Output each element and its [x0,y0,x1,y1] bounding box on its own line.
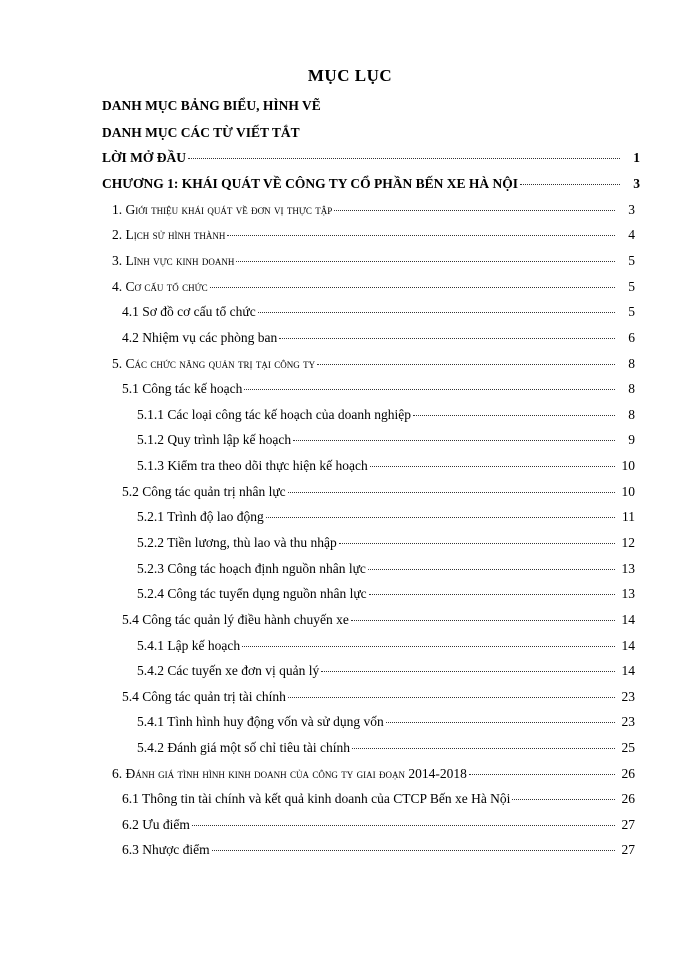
toc-entry-label: 5.2 Công tác quản trị nhân lực [122,484,286,499]
toc-entry-page: 4 [628,227,635,242]
toc-entry-label: 6.3 Nhược điểm [122,842,210,857]
toc-entry-label: 5.2.4 Công tác tuyển dụng nguồn nhân lực [137,586,367,601]
toc-entry-5-1-3[interactable] [137,458,635,474]
toc-entry-label: 5.1.2 Quy trình lập kế hoạch [137,432,292,447]
dot-leader [334,209,615,211]
dot-leader [188,157,620,159]
dot-leader [212,849,615,851]
toc-entry-label: DANH MỤC BẢNG BIỂU, HÌNH VẼ [102,98,321,113]
dot-leader [288,491,615,493]
dot-leader [339,542,615,544]
toc-entry-label: 5.2.1 Trình độ lao động [137,509,264,524]
toc-entry-4-2[interactable] [122,330,635,346]
toc-entry-page: 13 [621,561,635,576]
toc-entry-label: 5.4 Công tác quản trị tài chính [122,689,286,704]
dot-leader [369,593,615,595]
dot-leader [368,568,615,570]
toc-entry-label: DANH MỤC CÁC TỪ VIẾT TẮT [102,125,300,140]
toc-entry-6-1[interactable] [122,791,635,807]
toc-entry-page: 8 [628,381,635,396]
toc-entry-label: 5.4 Công tác quản lý điều hành chuyến xe [122,612,349,627]
toc-entry-section-3[interactable] [112,253,635,269]
dot-leader [244,388,615,390]
toc-entry-page: 14 [621,663,635,678]
toc-entry-page: 9 [628,432,635,447]
toc-entry-introduction[interactable] [102,150,640,166]
toc-entry-page: 10 [621,458,635,473]
toc-entry-page: 5 [628,304,635,319]
toc-entry-label: 5.1.1 Các loại công tác kế hoạch của doanh nghiệp [137,407,412,422]
toc-entry-page: 8 [628,407,635,422]
dot-leader [351,619,615,621]
toc-entry-page: 12 [621,535,635,550]
toc-entry-5-2-3[interactable] [137,561,635,577]
toc-entry-label: 5. Các chức năng quản trị tại công ty [112,356,316,371]
toc-entry-6-3[interactable] [122,842,635,858]
toc-entry-label: 6. Đánh giá tình hình kinh doanh của công ty giai đoạn 2014-2018 [112,766,467,781]
dot-leader [469,773,615,775]
dot-leader [236,260,615,262]
toc-entry-label: 2. Lịch sử hình thành [112,227,226,242]
toc-entry-page: 23 [621,714,635,729]
dot-leader [413,414,615,416]
dot-leader [321,670,615,672]
dot-leader [386,721,615,723]
toc-entry-label: 4.1 Sơ đồ cơ cấu tổ chức [122,304,256,319]
toc-entry-page: 1 [633,150,640,165]
toc-entry-abbreviations[interactable] [102,125,642,141]
toc-entry-section-4[interactable] [112,279,635,295]
toc-entry-page: 25 [621,740,635,755]
toc-entry-5-4-operations[interactable] [122,612,635,628]
toc-entry-list-of-tables[interactable] [102,98,642,114]
toc-entry-6-2[interactable] [122,817,635,833]
toc-entry-page: 14 [621,612,635,627]
dot-leader [210,286,615,288]
dot-leader [279,337,615,339]
toc-entry-page: 10 [621,484,635,499]
dot-leader [317,363,615,365]
toc-entry-page: 26 [621,791,635,806]
toc-entry-5-4-finance[interactable] [122,689,635,705]
dot-leader [512,798,615,800]
toc-entry-label: 3. Lĩnh vực kinh doanh [112,253,235,268]
toc-entry-label: 5.4.1 Tình hình huy động vốn và sử dụng vốn [137,714,384,729]
toc-entry-page: 26 [621,766,635,781]
toc-entry-5-4-1-planning[interactable] [137,638,635,654]
toc-entry-label: 5.1.3 Kiểm tra theo dõi thực hiện kế hoạch [137,458,368,473]
toc-entry-page: 23 [621,689,635,704]
toc-entry-5-1-1[interactable] [137,407,635,423]
toc-entry-5-2-1[interactable] [137,509,635,525]
toc-entry-5-2-2[interactable] [137,535,635,551]
toc-entry-5-4-2-routes[interactable] [137,663,635,679]
dot-leader [266,516,615,518]
dot-leader [293,439,615,441]
toc-entry-4-1[interactable] [122,304,635,320]
toc-entry-chapter-1[interactable] [102,176,640,192]
toc-entry-page: 27 [621,817,635,832]
toc-entry-page: 3 [633,176,640,191]
toc-entry-page: 11 [622,509,635,524]
dot-leader [227,234,615,236]
toc-entry-label: 1. Giới thiệu khái quát về đơn vị thực tập [112,202,333,217]
dot-leader [352,747,615,749]
dot-leader [288,696,615,698]
toc-entry-label: 4.2 Nhiệm vụ các phòng ban [122,330,278,345]
dot-leader [370,465,615,467]
toc-entry-label: 5.2.2 Tiền lương, thù lao và thu nhập [137,535,337,550]
toc-entry-page: 5 [628,279,635,294]
toc-entry-page: 5 [628,253,635,268]
toc-entry-page: 6 [628,330,635,345]
toc-entry-5-2[interactable] [122,484,635,500]
toc-entry-section-1[interactable] [112,202,635,218]
toc-entry-5-2-4[interactable] [137,586,635,602]
dot-leader [242,645,615,647]
toc-entry-label: LỜI MỞ ĐẦU [102,150,186,165]
toc-title: MỤC LỤC [307,66,393,85]
toc-entry-label: 5.4.1 Lập kế hoạch [137,638,241,653]
toc-entry-page: 27 [621,842,635,857]
toc-entry-label: 5.4.2 Đánh giá một số chỉ tiêu tài chính [137,740,350,755]
toc-entry-page: 8 [628,356,635,371]
toc-entry-5-1[interactable] [122,381,635,397]
toc-entry-5-4-1-capital[interactable] [137,714,635,730]
toc-entry-label: CHƯƠNG 1: KHÁI QUÁT VỀ CÔNG TY CỔ PHẦN BẾN XE HÀ NỘI [102,176,519,191]
toc-entry-label: 5.1 Công tác kế hoạch [122,381,243,396]
toc-entry-label: 5.2.3 Công tác hoạch định nguồn nhân lực [137,561,366,576]
toc-entry-section-5[interactable] [112,356,635,372]
toc-entry-page: 3 [628,202,635,217]
toc-entry-section-2[interactable] [112,227,635,243]
dot-leader [192,824,615,826]
toc-entry-label: 4. Cơ cấu tổ chức [112,279,208,294]
toc-entry-section-6[interactable] [112,766,635,782]
dot-leader [520,183,620,185]
toc-entry-label: 6.2 Ưu điểm [122,817,190,832]
toc-entry-5-4-2-indicators[interactable] [137,740,635,756]
toc-entry-5-1-2[interactable] [137,432,635,448]
toc-entry-label: 6.1 Thông tin tài chính và kết quả kinh doanh của CTCP Bến xe Hà Nội [122,791,511,806]
toc-entry-page: 13 [621,586,635,601]
toc-entry-page: 14 [621,638,635,653]
toc-entry-label: 5.4.2 Các tuyến xe đơn vị quản lý [137,663,320,678]
dot-leader [258,311,615,313]
